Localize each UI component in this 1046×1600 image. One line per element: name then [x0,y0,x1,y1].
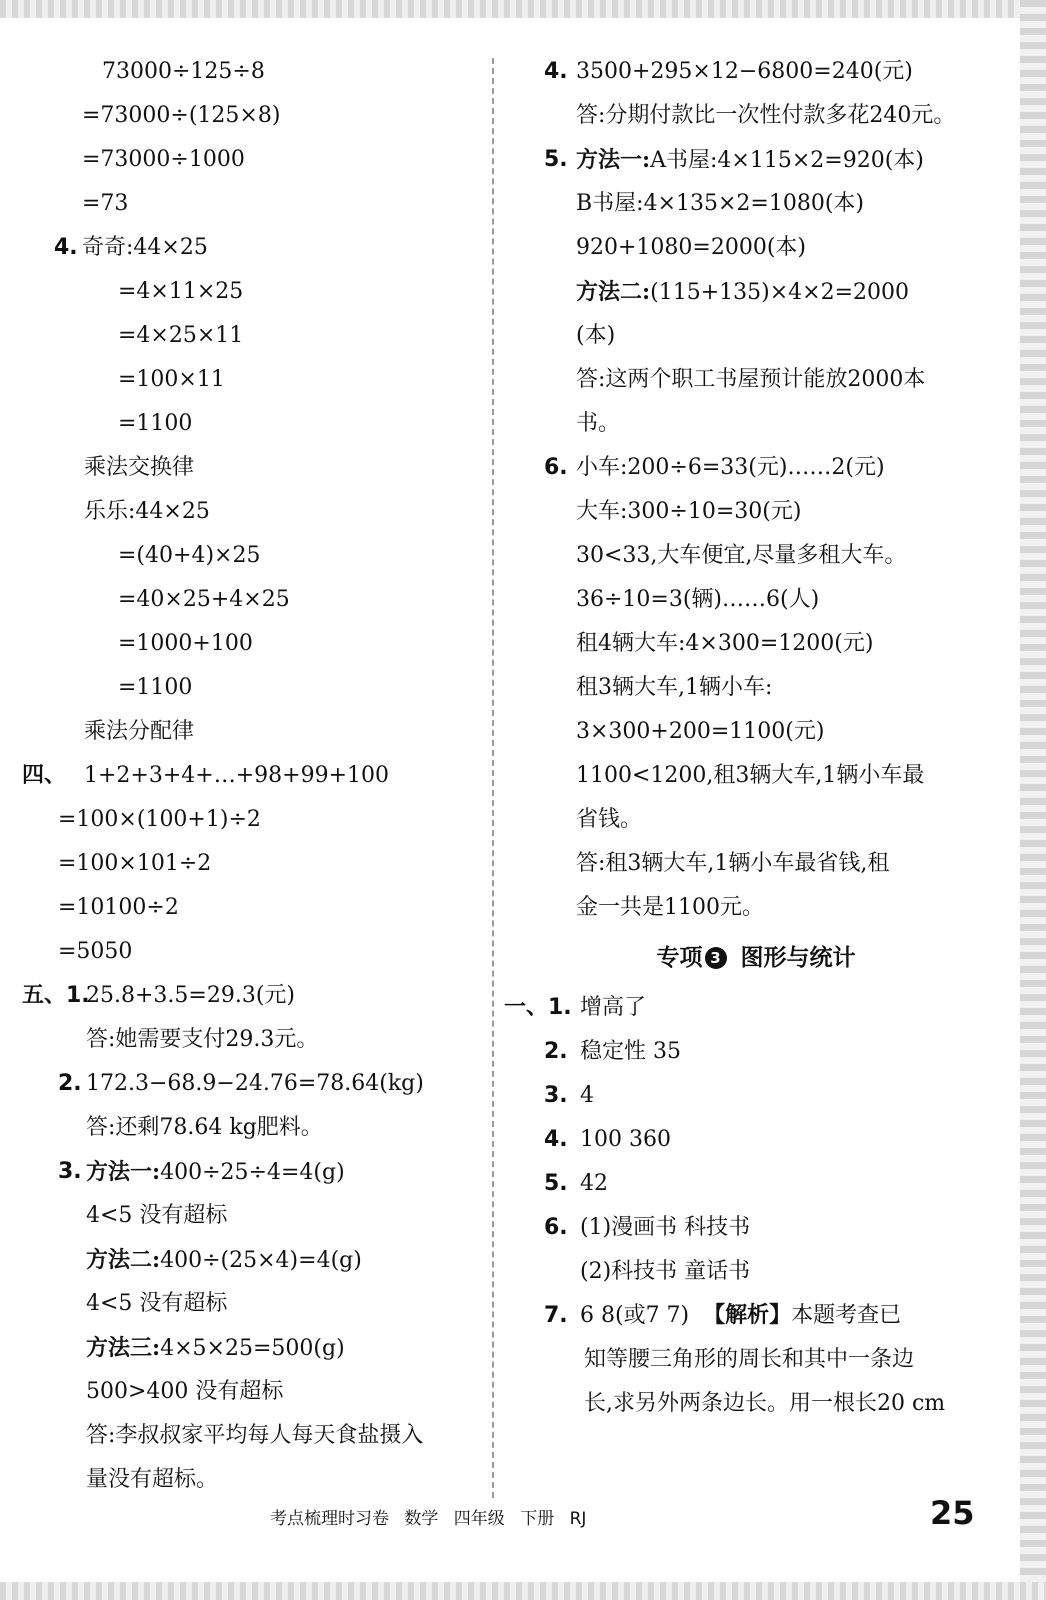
answer-line [22,314,482,358]
answer-expression: 100 360 [580,1127,671,1152]
answer-text [576,798,642,842]
answer-expression: 1100<1200,租3辆大车,1辆小车最 [576,763,925,788]
right-block-calculations [544,50,964,930]
answer-text [580,1162,608,1206]
answer-text [86,1150,345,1195]
answer-expression: B书屋:4×135×2=1080(本) [576,191,865,216]
answer-text [576,534,906,578]
answer-line [548,314,964,358]
answer-line [548,1250,964,1294]
answer-line [22,666,482,710]
answer-expression: 答:还剩78.64 kg肥料。 [86,1115,323,1140]
answer-expression: 乐乐:44×25 [84,499,210,524]
answer-line [548,1338,964,1382]
answer-line [544,50,964,94]
answer-expression: 大车:300÷10=30(元) [576,499,802,524]
answer-line [22,402,482,446]
answer-text [118,534,260,578]
answer-line [544,1074,964,1118]
answer-expression: 25.8+3.5=29.3(元) [86,983,295,1008]
question-number: 7. [544,1303,568,1328]
answer-line [544,1162,964,1206]
answer-text [580,1250,750,1294]
answer-expression: 答:这两个职工书屋预计能放2000本 [576,367,926,392]
answer-text [84,754,389,798]
answer-expression: A书屋:4×115×2=920(本) [650,148,924,173]
answer-expression: 4<5 没有超标 [86,1291,228,1316]
answer-text [118,358,225,402]
answer-text [576,622,873,666]
answer-line [22,1370,482,1414]
answer-line [22,270,482,314]
answer-text [118,314,243,358]
answer-expression: 金一共是1100元。 [576,895,764,920]
answer-expression: =5050 [58,939,133,964]
answer-expression: 量没有超标。 [86,1467,219,1492]
answer-expression: 4×5×25=500(g) [160,1336,345,1361]
answer-expression: 3×300+200=1100(元) [576,719,825,744]
answer-text [118,402,192,446]
answer-expression: 书。 [576,411,621,436]
answer-line [544,446,964,490]
answer-expression: =4×11×25 [118,279,244,304]
answer-line [22,50,482,94]
method-label: 方法二: [86,1247,161,1273]
answer-text [576,270,909,315]
footer-book-info: 考点梳理时习卷 数学 四年级 下册 RJ [270,1509,587,1529]
answer-text [82,182,128,226]
answer-expression: 乘法交换律 [84,455,195,480]
answer-text [84,710,194,754]
answer-expression: 500>400 没有超标 [86,1379,284,1404]
answer-expression: =10100÷2 [58,895,179,920]
question-number: 四、 [22,763,67,788]
answer-line [22,1326,482,1370]
answer-line [544,1206,964,1250]
answer-text [576,842,889,886]
answer-text [576,666,772,710]
answer-line [22,578,482,622]
answer-expression: 42 [580,1171,608,1196]
answer-expression: 400÷(25×4)=4(g) [160,1248,362,1273]
method-label: 方法三: [86,1335,161,1361]
answer-text [576,446,885,490]
answer-line [548,710,964,754]
answer-text [580,1118,671,1162]
answer-text [580,986,646,1030]
answer-line [548,402,964,446]
answer-expression: =1100 [118,411,193,436]
answer-expression: 乘法分配律 [84,719,195,744]
answer-line [548,226,964,270]
section-title [548,930,964,986]
answer-expression: (本) [576,323,616,348]
answer-text [84,446,194,490]
question-number: 4. [544,59,568,84]
answer-line [548,754,964,798]
answer-expression: 73000÷125÷8 [102,59,265,84]
answer-expression: =73000÷1000 [82,147,245,172]
question-number: 2. [544,1039,568,1064]
answer-line [22,1018,482,1062]
left-column [22,50,482,1502]
answer-line [548,358,964,402]
answer-text [576,226,806,270]
answer-expression: =1000+100 [118,631,253,656]
answer-expression: 36÷10=3(辆)……6(人) [576,587,820,612]
answer-text [576,490,801,534]
answer-text [584,1382,945,1426]
answer-expression: 172.3−68.9−24.76=78.64(kg) [86,1071,424,1096]
question-number: 一、1. [504,995,572,1020]
answer-text [576,182,864,226]
answer-text [576,358,925,402]
answer-text [576,50,913,94]
answer-text [86,1238,362,1283]
answer-line [548,622,964,666]
answer-text [82,94,280,138]
answer-text [86,1370,283,1414]
answer-text [580,1206,750,1250]
answer-text [86,974,295,1018]
answer-text [118,666,192,710]
answer-line [22,138,482,182]
answer-text [576,710,824,754]
answer-line [22,446,482,490]
answer-line [22,1106,482,1150]
answer-text [58,930,132,974]
method-label: 方法二: [576,279,651,305]
answer-line [548,578,964,622]
answer-expression: =100×101÷2 [58,851,212,876]
answer-text [58,798,261,842]
page-border-right [1020,0,1046,1600]
answer-expression: 稳定性 35 [580,1039,681,1064]
page-number: 25 [930,1494,975,1532]
answer-line [22,94,482,138]
answer-line [504,986,964,1030]
answer-line [22,534,482,578]
answer-expression: =100×(100+1)÷2 [58,807,261,832]
answer-line [22,358,482,402]
answer-expression: =73 [82,191,129,216]
answer-text [118,578,290,622]
page-border-bottom [0,1582,1046,1600]
answer-line [548,798,964,842]
answer-text [84,490,210,534]
analysis-text: 本题考查已 [791,1303,902,1328]
answer-expression: 答:分期付款比一次性付款多花240元。 [576,103,956,128]
answer-line [22,1194,482,1238]
answer-line [22,754,482,798]
answer-expression: 省钱。 [576,807,643,832]
answer-line [22,1282,482,1326]
answer-text [86,1458,218,1502]
answer-text [86,1062,424,1106]
answer-line [548,1382,964,1426]
answer-expression: 增高了 [580,995,647,1020]
answer-expression: =4×25×11 [118,323,244,348]
answer-text [86,1194,227,1238]
answer-text [86,1018,318,1062]
section-number-badge: 3 [705,947,727,969]
answer-line [22,798,482,842]
answer-text [86,1282,227,1326]
answer-text [580,1074,594,1118]
answer-expression: 答:租3辆大车,1辆小车最省钱,租 [576,851,890,876]
question-number: 6. [544,455,568,480]
right-column [504,50,964,1426]
answer-text [58,886,179,930]
question-number: 3. [58,1159,82,1184]
answer-expression: 1+2+3+4+…+98+99+100 [84,763,390,788]
section-heading: 图形与统计 [740,945,856,971]
answer-expression: (2)科技书 童话书 [580,1259,751,1284]
answer-text [86,1414,423,1458]
answer-expression: 知等腰三角形的周长和其中一条边 [584,1347,915,1372]
answer-expression: 4<5 没有超标 [86,1203,228,1228]
answer-line [548,490,964,534]
answer-expression: =40×25+4×25 [118,587,290,612]
answer-line [22,182,482,226]
answer-text [576,402,620,446]
answer-line [22,1238,482,1282]
question-number: 五、1. [22,983,90,1008]
answer-line [548,886,964,930]
answer-text [118,622,253,666]
answer-expression: 6 8(或7 7) [580,1303,690,1328]
section-prefix: 专项 [656,945,703,971]
answer-expression: 答:李叔叔家平均每人每天食盐摄入 [86,1423,424,1448]
answer-text [580,1030,681,1074]
answer-line [22,842,482,886]
answer-expression: (115+135)×4×2=2000 [650,280,909,305]
answer-expression: 奇奇:44×25 [82,235,208,260]
answer-text [576,886,764,930]
answer-text [82,138,245,182]
answer-text [86,1326,345,1371]
answer-line [548,534,964,578]
answer-line [544,1294,964,1338]
question-number: 4. [544,1127,568,1152]
answer-line [548,182,964,226]
answer-expression: 3500+295×12−6800=240(元) [576,59,913,84]
answer-text [584,1338,914,1382]
answer-expression: =(40+4)×25 [118,543,261,568]
question-number: 4. [54,235,78,260]
question-number: 3. [544,1083,568,1108]
answer-text [86,1106,323,1150]
answer-line [22,622,482,666]
question-number: 5. [544,1171,568,1196]
answer-line [548,270,964,314]
answer-line [22,226,482,270]
answer-text [118,270,243,314]
answer-expression: =1100 [118,675,193,700]
answer-line [22,1150,482,1194]
answer-line [544,1118,964,1162]
answer-expression: =73000÷(125×8) [82,103,281,128]
answer-expression: =100×11 [118,367,225,392]
answer-expression: 租4辆大车:4×300=1200(元) [576,631,874,656]
column-divider [492,58,494,1498]
answer-expression: 答:她需要支付29.3元。 [86,1027,319,1052]
answer-text [82,226,208,270]
answer-text [576,314,615,358]
answer-expression: (1)漫画书 科技书 [580,1215,751,1240]
answer-line [548,666,964,710]
answer-expression: 4 [580,1083,594,1108]
answer-text [576,94,955,138]
answer-text [576,138,924,183]
method-label: 方法一: [86,1159,161,1185]
answer-text [580,1294,901,1338]
answer-line [22,1414,482,1458]
answer-text [576,578,819,622]
analysis-label: 【解析】 [703,1303,792,1328]
question-number: 2. [58,1071,82,1096]
answer-line [22,886,482,930]
answer-line [548,842,964,886]
page-border-top [0,0,1046,18]
answer-expression: 小车:200÷6=33(元)……2(元) [576,455,885,480]
answer-line [22,974,482,1018]
answer-line [22,490,482,534]
answer-text [576,754,924,798]
right-block-geometry [504,986,964,1426]
answer-line [22,1062,482,1106]
answer-expression: 30<33,大车便宜,尽量多租大车。 [576,543,907,568]
answer-text [58,842,211,886]
answer-line [548,94,964,138]
answer-expression: 长,求另外两条边长。用一根长20 cm [584,1391,946,1416]
answer-line [544,1030,964,1074]
question-number: 6. [544,1215,568,1240]
method-label: 方法一: [576,147,651,173]
answer-text [102,50,265,94]
answer-line [544,138,964,182]
question-number: 5. [544,147,568,172]
answer-line [22,710,482,754]
answer-line [22,930,482,974]
answer-expression: 920+1080=2000(本) [576,235,807,260]
answer-expression: 400÷25÷4=4(g) [160,1160,345,1185]
answer-line [22,1458,482,1502]
answer-expression: 租3辆大车,1辆小车: [576,675,773,700]
